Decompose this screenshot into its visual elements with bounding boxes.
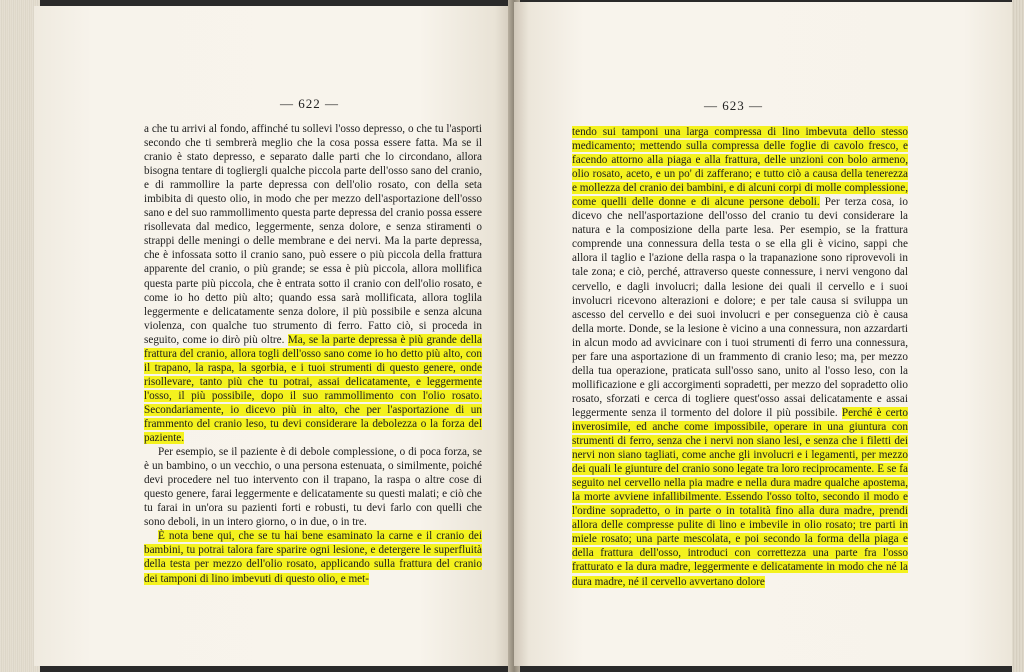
right-page-text — [572, 125, 908, 589]
left-page — [34, 6, 514, 666]
highlighted-passage: tendo sui tamponi una larga compressa di lino imbevuta dello stesso medicamento; mettendo sulla compressa delle foglie di cavolo fresco, e facendo attorno alla piaga e alla frattura, delle unzioni con bolo armeno, olio rosato, aceto, e un po' di zafferano; e tutto ciò a causa della tenerezza e mollezza del cranio dei bambini, e di alcuni corpi di molle complessione, come quelli delle donne e di alcune persone deboli. — [572, 126, 908, 209]
left-page-text — [144, 122, 482, 586]
left-page-number: — 622 — — [280, 96, 339, 111]
paragraph — [572, 125, 908, 589]
highlighted-passage: Perché è certo inverosimile, ed anche come impossibile, operare in una giuntura con strumenti di ferro, senza che i nervi non siano lesi, e senza che i filetti dei nervi non siano tagliati, come anche gli involucri e i legamenti, per mezzo dei quali le giunture del cranio sono legate tra loro reciprocamente. E se fa seguito nel cervello nella pia madre e nella dura madre qualche apostema, la morte avviene infallibilmente. Essendo l'osso tolto, secondo il modo e l'ordine sopradetto, o in parte o in totalità fino alla dura madre, prendi allora delle compresse pulite di lino e imbevile in olio rosato; tre parti in miele rosato; una parte mescolata, e poi secondo la forma della piaga e della frattura dell'osso, introduci con correttezza una parte fra l'osso fratturato e la dura madre, leggermente e delicatamente in modo che né la dura madre, né il cervello avvertano dolore — [572, 406, 908, 588]
right-page — [514, 2, 1014, 666]
paragraph — [144, 529, 482, 585]
text-passage: a che tu arrivi al fondo, affinché tu sollevi l'osso depresso, o che tu l'asporti secondo che ti sembrerà meglio che la cosa possa essere fatta. Ma se il cranio è stato depresso, e separato dalle parti che lo circondano, allora bisogna tentare di togliergli qualche piccola parte dell'osso sano del cranio, e di rammollire la parte depressa con dell'olio rosato, con della seta imbibita di questo olio, in modo che per mezzo dell'asportazione dell'osso sano e del suo rammollimento questa parte depressa del cranio possa essere risollevata dal medico, leggermente, senza dolore, e senza stiramenti o strappi delle meningi o delle membrane e dei nervi. Ma la parte depressa, che è infossata sotto il cranio sano, può essere o più piccola della frattura apparente del cranio, o più grande; se essa è più piccola, allora mollifica questa parte più piccola, che è entrata sotto il cranio con dell'olio rosato, e come io ho detto più alto; quando essa sarà mollificata, allora toglila leggermente e delicatamente senza dolore, il più possibile e senza alcuna violenza, con qualche tuo strumento di ferro. Fatto ciò, si proceda in seguito, come io dirò più oltre. — [144, 123, 482, 346]
text-passage: Per esempio, se il paziente è di debole complessione, o di poca forza, se è un bambino, o un vecchio, o una persona estenuata, o similmente, poiché devi procedere nel tuo intervento con il trapano, la raspa o altre cose di questo genere, farai leggermente e delicatamente su questi malati; e ciò che tu farai in un'ora su pazienti forti e robusti, tu devi farlo con quelli che sono deboli, in un intero giorno, o in due, o in tre. — [144, 446, 482, 529]
right-page-number: — 623 — — [704, 98, 763, 113]
highlighted-passage: È nota bene qui, che se tu hai bene esaminato la carne e il cranio dei bambini, tu potrai talora fare sparire ogni lesione, e detergere le superfluità della testa per mezzo dell'olio rosato, applicando sulla frattura del cranio dei tamponi di lino imbevuti di questo olio, e met- — [144, 530, 482, 585]
paragraph — [144, 122, 482, 445]
page-edges-right — [1012, 0, 1024, 672]
paragraph — [144, 445, 482, 529]
text-passage: Per terza cosa, io dicevo che nell'asportazione dell'osso del cranio tu devi considerare la natura e la composizione della parte lesa. Per esempio, se la frattura comprende una connessura della testa o se ella gli è vicino, sappi che allora il taglio e l'azione della raspa o la trapanazione sono riprovevoli in tale zona; e ciò, perché, attraverso queste connessure, i nervi vengono dal cervello, e dagli involucri; dalla lesione dei quali il cervello e i suoi involucri ricevono alterazioni e dolore; e per tale causa si sviluppa un ascesso del cervello e dei suoi involucri e per conseguenza ciò è causa della morte. Donde, se la lesione è vicino a una connessura, non azzardarti in alcun modo ad avvicinare con i tuoi strumenti di ferro una connessura, per fare una asportazione di un frammento di cranio leso; ma, per mezzo della tua operazione, praticata sull'osso sano, unito al l'osso leso, con la mollificazione e gli accorgimenti sopradetti, per mezzo del sopradetto olio rosato, sforzati e cerca di togliere quest'osso assai delicatamente e assai leggermente senza il tormento del dolore il più possibile. — [572, 196, 908, 419]
highlighted-passage: Ma, se la parte depressa è più grande della frattura del cranio, allora togli dell'osso sano come io ho detto più alto, con il trapano, la raspa, la sgorbia, e i tuoi strumenti di questo genere, onde risollevare, tanto più che tu potrai, assai delicatamente, e leggermente l'osso, il più possibile, dopo il suo rammollimento con l'olio rosato. Secondariamente, io dicevo più in alto, che per l'asportazione di un frammento del cranio leso, tu devi considerare la debolezza o la forza del paziente. — [144, 333, 482, 445]
